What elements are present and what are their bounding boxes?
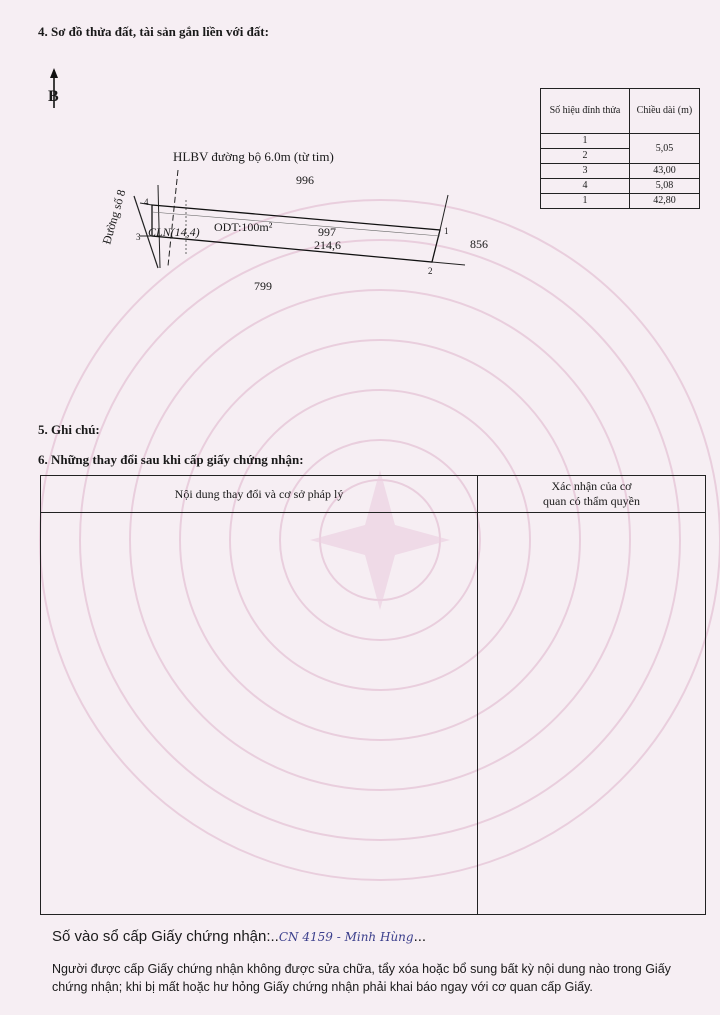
parcel-997-label: 997 [318, 225, 336, 239]
section-6-title: 6. Những thay đổi sau khi cấp giấy chứng nhận: [38, 452, 304, 467]
vertex-id-cell: 2 [541, 149, 630, 164]
length-cell: 42,80 [629, 194, 699, 209]
registration-value: CN 4159 - Minh Hùng [278, 930, 414, 944]
length-cell: 5,05 [629, 134, 699, 164]
land-use-label: ODT:100m² [214, 220, 273, 234]
changes-table [40, 475, 706, 915]
vertex-id-header: Số hiệu đỉnh thửa [541, 89, 630, 134]
section-5-title: 5. Ghi chú: [38, 422, 100, 437]
vertex-id-cell: 1 [541, 194, 630, 209]
vertex-id-cell: 1 [541, 134, 630, 149]
vertex-id-cell: 4 [541, 179, 630, 194]
length-cell: 5,08 [629, 179, 699, 194]
north-symbol: B [48, 88, 59, 105]
registration-label: Số vào sổ cấp Giấy chứng nhận: [52, 928, 271, 945]
vertex-3-label: 3 [136, 232, 141, 242]
footer-note: Người được cấp Giấy chứng nhận không được sửa chữa, tẩy xóa hoặc bổ sung bất kỳ nội dung nào trong Giấy chứng nhận; khi bị mất hoặc hư hỏng Giấy chứng nhận phải khai báo ngay với cơ quan cấp Giấy. [52, 962, 671, 994]
vertex-4-label: 4 [144, 197, 149, 207]
cln-label: CLN(14,4) [148, 225, 200, 239]
changes-content-cell [41, 513, 478, 915]
vertex-2-label: 2 [428, 266, 433, 276]
length-cell: 43,00 [629, 164, 699, 179]
parcel-996-label: 996 [296, 173, 314, 187]
road-top-label: HLBV đường bộ 6.0m (từ tim) [173, 149, 334, 164]
edge-lengths-table [540, 88, 700, 209]
changes-content-header: Nội dung thay đổi và cơ sở pháp lý [41, 476, 478, 513]
section-4-title: 4. Sơ đồ thửa đất, tài sản gắn liền với đất: [38, 24, 269, 39]
area-label: 214,6 [314, 238, 341, 252]
authority-header-line2: quan có thẩm quyền [543, 494, 640, 508]
authority-header-line1: Xác nhận của cơ [551, 479, 632, 493]
road-side-label: Đường số 8 [99, 187, 129, 246]
parcel-856-label: 856 [470, 237, 488, 251]
authority-confirmation-header [478, 476, 706, 513]
authority-confirmation-cell [478, 513, 706, 915]
north-arrow-icon [48, 68, 59, 108]
length-header: Chiều dài (m) [629, 89, 699, 134]
parcel-799-label: 799 [254, 279, 272, 293]
registration-line: Số vào sổ cấp Giấy chứng nhận:..CN 4159 - Minh Hùng... [52, 928, 427, 945]
vertex-1-label: 1 [444, 226, 449, 236]
vertex-id-cell: 3 [541, 164, 630, 179]
